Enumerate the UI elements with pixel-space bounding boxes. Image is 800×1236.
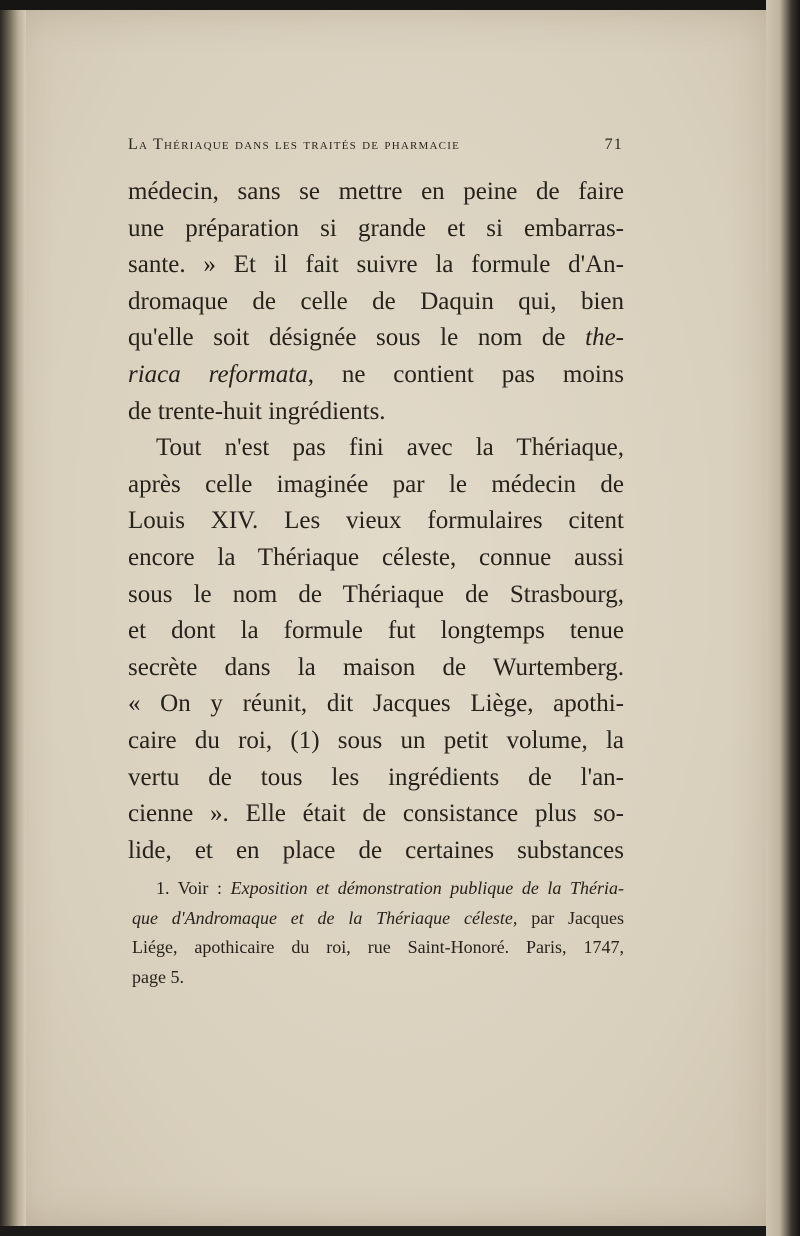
footnote-title: Exposition et démonstration publique de la Théria- — [230, 878, 624, 898]
text-line: Tout n'est pas fini avec la Thériaque, — [156, 434, 624, 462]
footnote-line: Liége, apothicaire du roi, rue Saint-Honoré. Paris, 1747, — [132, 937, 624, 957]
text-line: et dont la formule fut longtemps tenue — [128, 617, 624, 645]
text-line: Louis XIV. Les vieux formulaires citent — [128, 507, 624, 535]
text-line: médecin, sans se mettre en peine de faire — [128, 178, 624, 205]
footnote-line: page 5. — [132, 966, 184, 987]
footnote-prefix: 1. Voir : — [156, 878, 231, 898]
text-line: sante. » Et il fait suivre la formule d'An- — [128, 251, 624, 279]
text-line — [128, 320, 624, 357]
running-head — [128, 136, 623, 154]
footnotes — [132, 874, 624, 992]
footnote-title: que d'Andromaque et de la Thériaque céleste, — [132, 907, 518, 928]
text-line: dromaque de celle de Daquin qui, bien — [128, 287, 624, 315]
body-text — [128, 174, 624, 869]
footnote-text: par Jacques — [517, 907, 624, 928]
page-right-edge — [766, 0, 800, 1236]
text-line: encore la Thériaque céleste, connue aussi — [128, 543, 624, 571]
text-fragment: , ne contient pas moins — [307, 360, 625, 388]
italic-fragment: the- — [585, 324, 624, 352]
text-fragment: qu'elle soit désignée sous le nom de — [128, 324, 586, 352]
footnote-line — [132, 904, 624, 934]
footnote-line — [132, 874, 624, 904]
page-number: 71 — [604, 136, 623, 153]
text-line: « On y réunit, dit Jacques Liège, apothi- — [128, 690, 624, 718]
running-head-title: La Thériaque dans les traités de pharmacie — [128, 136, 460, 153]
text-line: cienne ». Elle était de consistance plus so- — [128, 800, 624, 828]
text-line: de trente-huit ingrédients. — [128, 397, 386, 425]
text-line — [128, 357, 624, 394]
text-line: secrète dans la maison de Wurtemberg. — [128, 653, 624, 681]
italic-fragment: riaca reformata — [128, 360, 308, 388]
text-line: une préparation si grande et si embarras- — [128, 214, 624, 242]
text-line: caire du roi, (1) sous un petit volume, la — [128, 726, 624, 754]
text-line: lide, et en place de certaines substances — [128, 836, 624, 864]
text-line: après celle imaginée par le médecin de — [128, 470, 624, 498]
text-line: vertu de tous les ingrédients de l'an- — [128, 763, 624, 791]
text-line: sous le nom de Thériaque de Strasbourg, — [128, 580, 624, 608]
page-left-edge — [0, 10, 26, 1226]
